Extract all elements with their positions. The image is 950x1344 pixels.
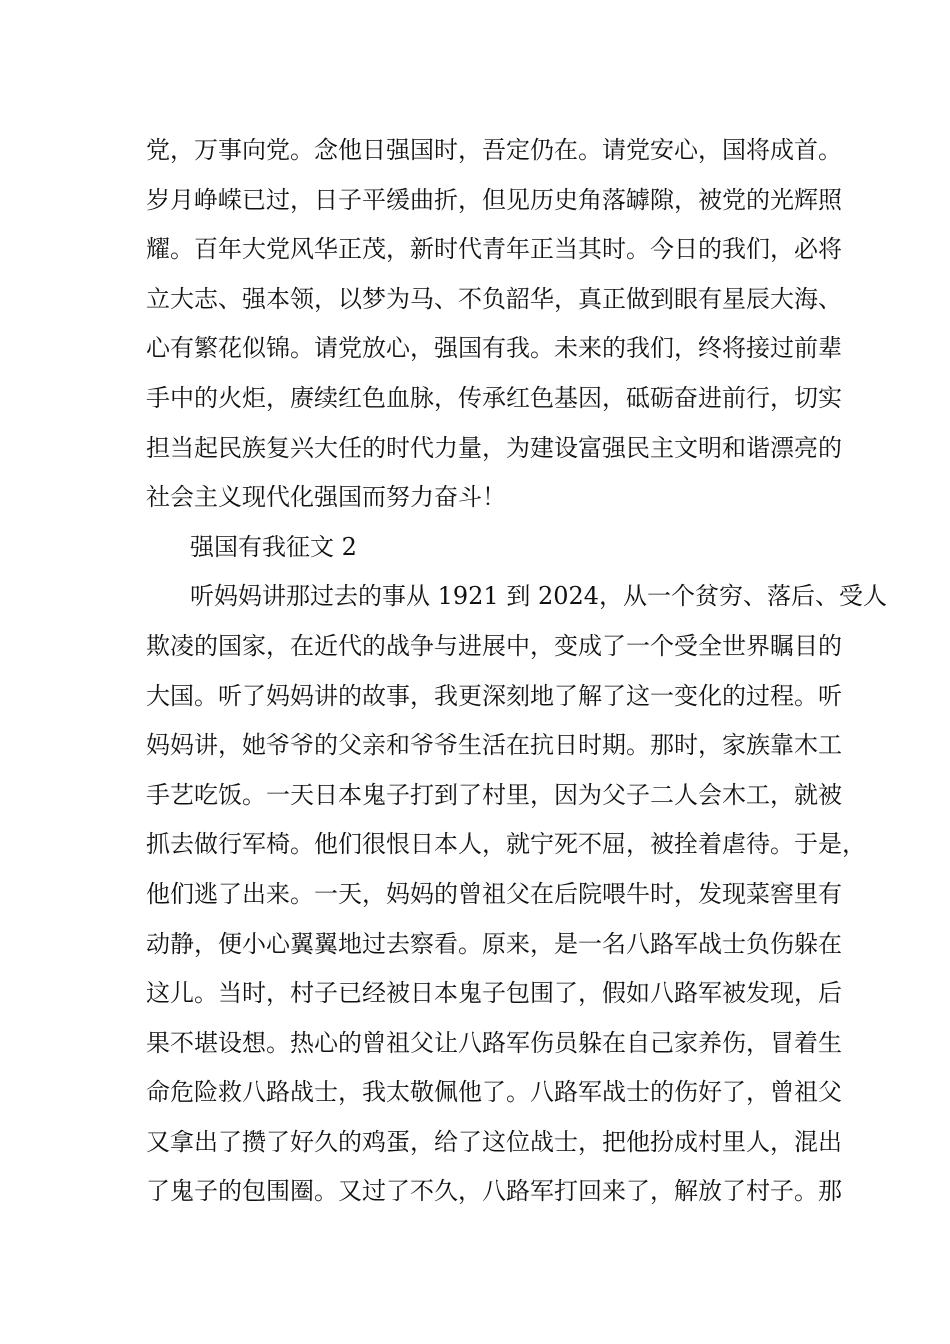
text-line: 党，万事向党。念他日强国时，吾定仍在。请党安心，国将成首。 [146, 136, 842, 164]
text-line: 担当起民族复兴大任的时代力量，为建设富强民主文明和谐漂亮的 [146, 433, 842, 462]
text-line: 他们逃了出来。一天，妈妈的曾祖父在后院喂牛时，发现菜窖里有 [146, 879, 842, 908]
text-line: 果不堪设想。热心的曾祖父让八路军伤员躲在自己家养伤，冒着生 [146, 1028, 842, 1057]
text-line: 手艺吃饭。一天日本鬼子打到了村里，因为父子二人会木工，就被 [146, 780, 842, 809]
text-line: 动静，便小心翼翼地过去察看。原来，是一名八路军战士负伤躲在 [146, 929, 842, 958]
text-line: 大国。听了妈妈讲的故事，我更深刻地了解了这一变化的过程。听 [146, 681, 842, 710]
text-line: 耀。百年大党风华正茂，新时代青年正当其时。今日的我们，必将 [146, 235, 842, 264]
text-line: 又拿出了攒了好久的鸡蛋，给了这位战士，把他扮成村里人，混出 [146, 1127, 842, 1156]
text-line: 这儿。当时，村子已经被日本鬼子包围了，假如八路军被发现，后 [146, 979, 842, 1008]
text-line: 手中的火炬，赓续红色血脉，传承红色基因，砥砺奋进前行，切实 [146, 383, 842, 412]
section-heading: 强国有我征文 2 [190, 532, 357, 561]
text-line: 社会主义现代化强国而努力奋斗！ [146, 483, 506, 512]
text-line: 立大志、强本领，以梦为马、不负韶华，真正做到眼有星辰大海、 [146, 284, 842, 313]
text-line: 了鬼子的包围圈。又过了不久，八路军打回来了，解放了村子。那 [146, 1177, 842, 1206]
text-line: 命危险救八路战士，我太敬佩他了。八路军战士的伤好了，曾祖父 [146, 1078, 842, 1107]
text-line: 欺凌的国家，在近代的战争与进展中，变成了一个受全世界瞩目的 [146, 631, 842, 660]
text-line: 抓去做行军椅。他们很恨日本人，就宁死不屈，被拴着虐待。于是， [146, 830, 866, 859]
text-line: 岁月峥嵘已过，日子平缓曲折，但见历史角落罅隙，被党的光辉照 [146, 185, 842, 214]
text-line: 妈妈讲，她爷爷的父亲和爷爷生活在抗日时期。那时，家族靠木工 [146, 731, 842, 760]
body-text [146, 126, 888, 1217]
text-line: 心有繁花似锦。请党放心，强国有我。未来的我们，终将接过前辈 [146, 334, 842, 363]
text-line: 听妈妈讲那过去的事从 1921 到 2024，从一个贫穷、落后、受人 [190, 582, 888, 611]
